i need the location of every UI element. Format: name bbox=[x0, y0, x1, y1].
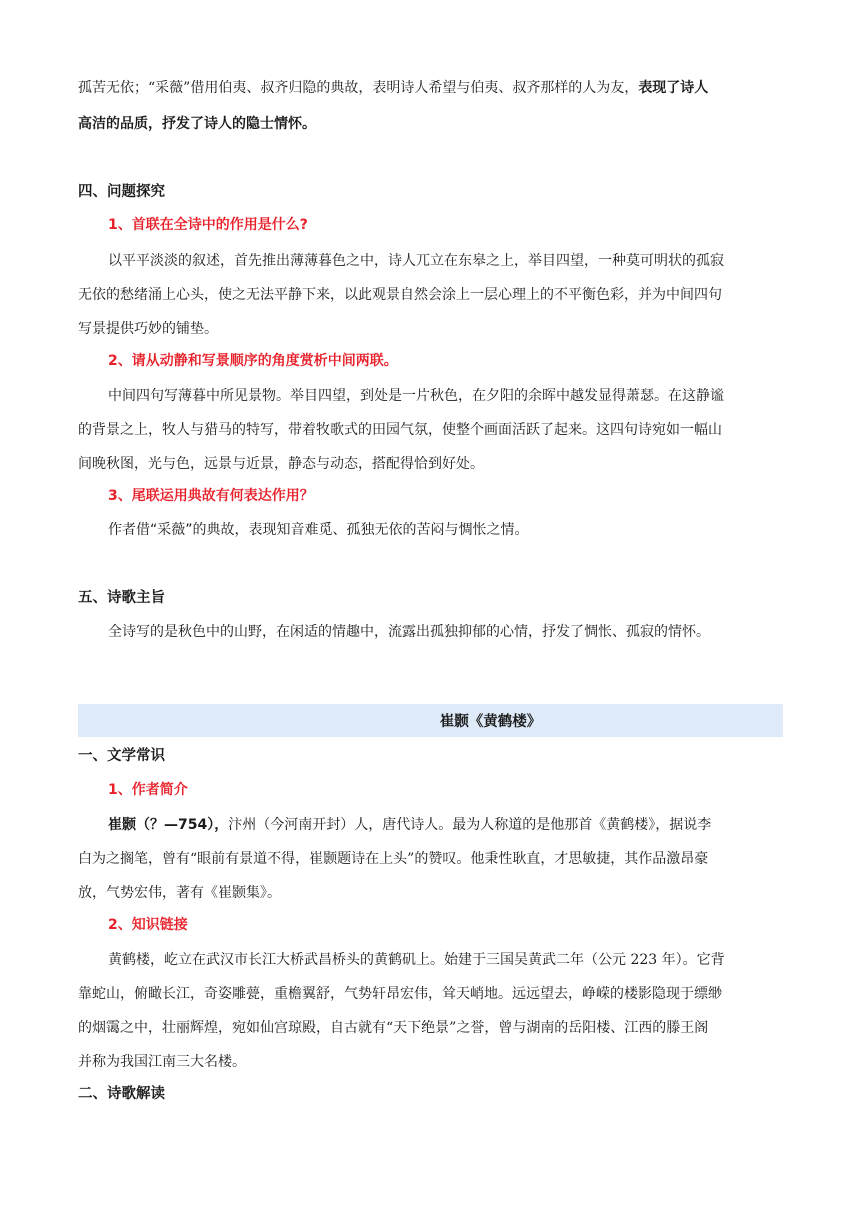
link-line-3: 的烟霭之中，壮丽辉煌，宛如仙宫琼殿，自古就有“天下绝景”之誉，曾与湖南的岳阳楼、江西的滕王阁 bbox=[78, 1020, 709, 1036]
poem-title: 崔颢《黄鹤楼》 bbox=[439, 714, 542, 730]
theme-text: 全诗写的是秋色中的山野，在闲适的情趣中，流露出孤独抑郁的心情，抒发了惆怅、孤寂的情怀。 bbox=[108, 624, 710, 640]
intro-line-2: 高洁的品质，抒发了诗人的隐士情怀。 bbox=[78, 116, 316, 132]
author-line-2: 白为之搁笔，曾有“眼前有景道不得，崔颢题诗在上头”的赞叹。他秉性耿直，才思敏捷，其作品激昂豪 bbox=[78, 851, 709, 867]
intro-line-1 bbox=[78, 78, 783, 98]
author-line-1-text: 汴州（今河南开封）人，唐代诗人。最为人称道的是他那首《黄鹤楼》，据说李 bbox=[228, 817, 712, 833]
answer-1-line-2: 无依的愁绪涌上心头，使之无法平静下来，以此观景自然会涂上一层心理上的不平衡色彩，并为中间四句 bbox=[78, 287, 722, 303]
section-heading-theme: 五、诗歌主旨 bbox=[78, 590, 165, 606]
author-name: 崔颢（？—754）， bbox=[108, 817, 229, 833]
answer-1-line-1: 以平平淡淡的叙述，首先推出薄薄暮色之中，诗人兀立在东皋之上，举目四望，一种莫可明状的孤寂 bbox=[108, 253, 724, 269]
answer-3: 作者借“采薇”的典故，表现知音难觅、孤独无依的苦闷与惆怅之情。 bbox=[108, 522, 529, 538]
link-line-2: 靠蛇山，俯瞰长江，奇姿雕甍，重檐翼舒，气势轩昂宏伟，耸天峭地。远远望去，峥嵘的楼影隐现于缥缈 bbox=[78, 986, 722, 1002]
author-heading: 1、作者简介 bbox=[108, 782, 188, 798]
intro-text: 孤苦无依；“采薇”借用伯夷、叔齐归隐的典故，表明诗人希望与伯夷、叔齐那样的人为友， bbox=[78, 80, 639, 96]
link-line-1: 黄鹤楼，屹立在武汉市长江大桥武昌桥头的黄鹤矶上。始建于三国吴黄武二年（公元 223 年）。它背 bbox=[108, 952, 725, 968]
link-line-4: 并称为我国江南三大名楼。 bbox=[78, 1054, 246, 1070]
section-heading-literature: 一、文学常识 bbox=[78, 748, 165, 764]
question-3: 3、尾联运用典故有何表达作用？ bbox=[108, 488, 314, 504]
author-line-3: 放，气势宏伟，著有《崔颢集》。 bbox=[78, 885, 281, 901]
answer-1-line-3: 写景提供巧妙的铺垫。 bbox=[78, 321, 218, 337]
question-1: 1、首联在全诗中的作用是什么? bbox=[108, 217, 308, 233]
answer-2-line-2: 的背景之上，牧人与猎马的特写，带着牧歌式的田园气氛，使整个画面活跃了起来。这四句诗宛如一幅山 bbox=[78, 422, 722, 438]
answer-2-line-3: 间晚秋图，光与色，远景与近景，静态与动态，搭配得恰到好处。 bbox=[78, 456, 484, 472]
question-2: 2、请从动静和写景顺序的角度赏析中间两联。 bbox=[108, 353, 398, 369]
poem-title-bar bbox=[78, 704, 783, 737]
section-heading-problems: 四、问题探究 bbox=[78, 184, 165, 200]
section-heading-interpretation: 二、诗歌解读 bbox=[78, 1086, 165, 1102]
author-line-1 bbox=[108, 815, 813, 835]
answer-2-line-1: 中间四句写薄暮中所见景物。举目四望，到处是一片秋色，在夕阳的余晖中越发显得萧瑟。在这静谧 bbox=[108, 388, 724, 404]
intro-emphasis: 表现了诗人 bbox=[638, 80, 709, 96]
link-heading: 2、知识链接 bbox=[108, 917, 188, 933]
